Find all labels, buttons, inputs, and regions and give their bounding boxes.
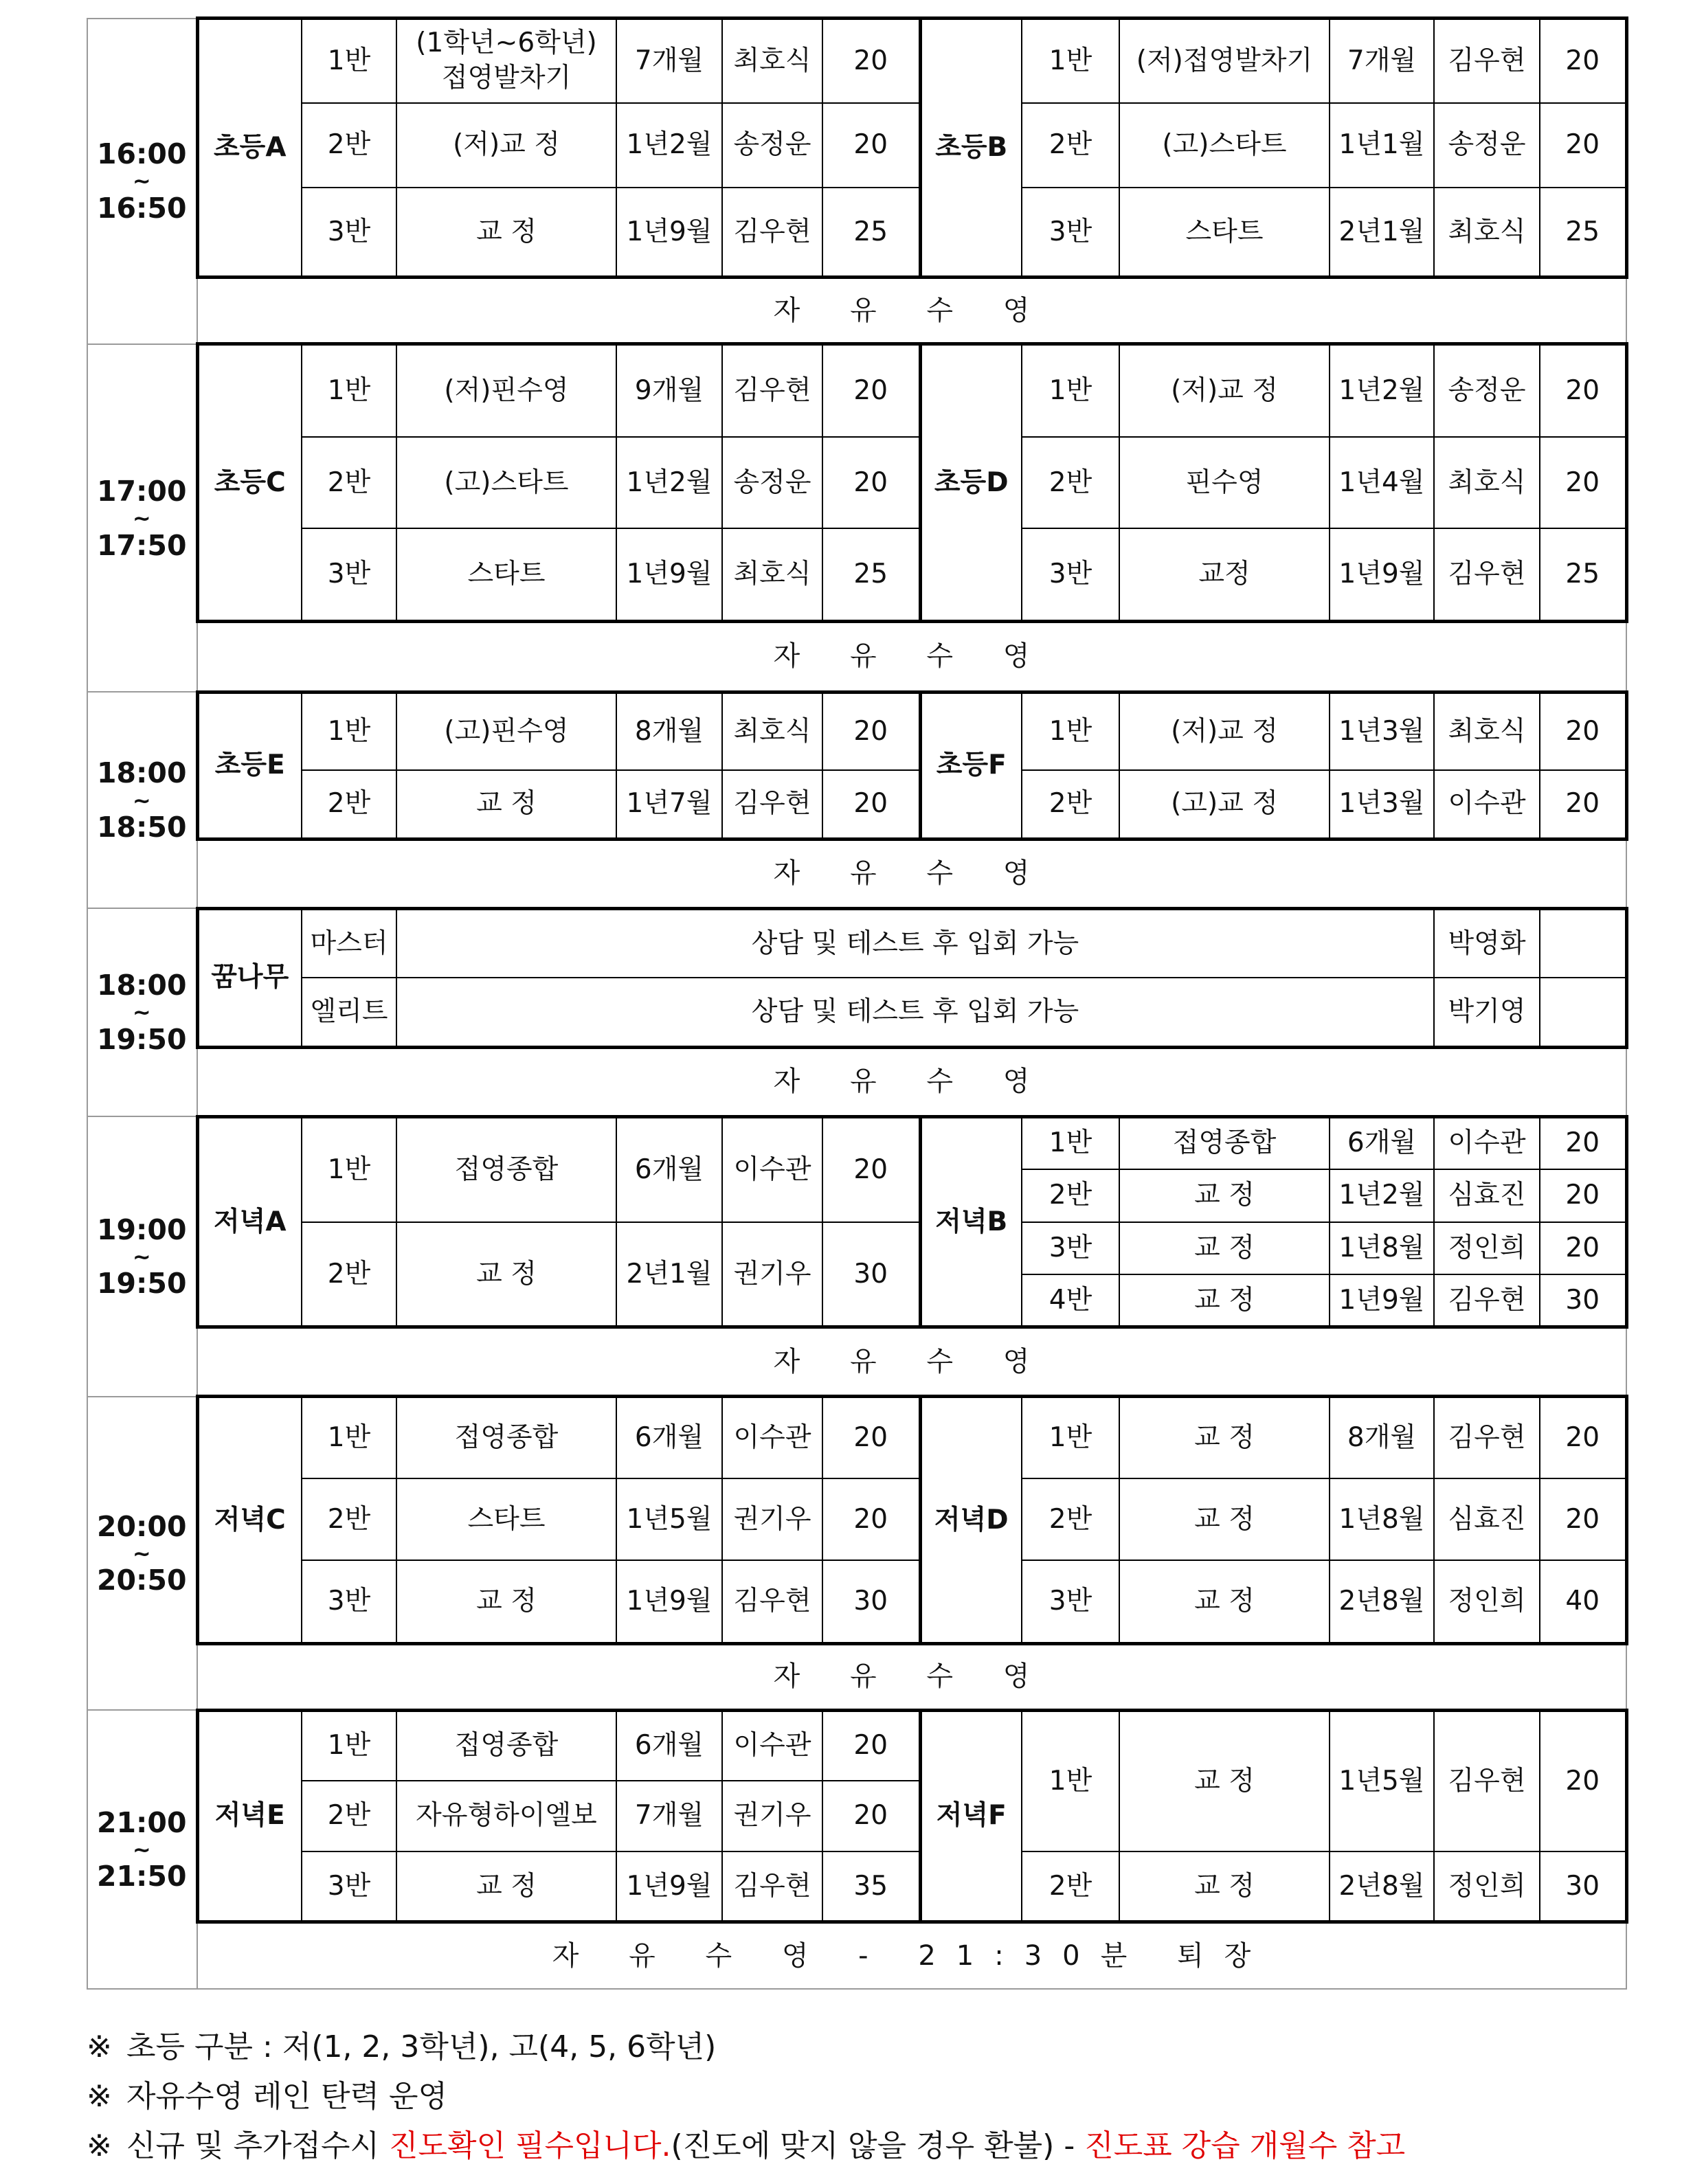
group-name: 저녁A — [197, 1116, 302, 1327]
note-line — [87, 2072, 1405, 2121]
teacher-cell: 최호식 — [722, 19, 822, 103]
class-number-cell: 3반 — [302, 188, 396, 278]
period-cell: 1년3월 — [1330, 770, 1434, 840]
class-number-cell: 2반 — [1022, 1851, 1119, 1922]
class-number-cell: 1반 — [302, 1397, 396, 1478]
capacity-cell: 35 — [822, 1851, 920, 1922]
period-cell: 9개월 — [616, 344, 722, 437]
class-number-cell: 2반 — [302, 770, 396, 840]
teacher-cell: 정인희 — [1434, 1222, 1540, 1275]
class-number-cell: 1반 — [1022, 19, 1119, 103]
period-cell: 1년2월 — [1330, 1169, 1434, 1222]
group-name: 저녁D — [920, 1397, 1022, 1643]
period-cell: 1년9월 — [616, 1560, 722, 1643]
class-number-cell: 3반 — [1022, 1560, 1119, 1643]
course-cell: 스타트 — [1119, 188, 1330, 278]
time-range-separator: ~ — [132, 168, 151, 194]
note-warning-text: 진도표 강습 개월수 참고 — [1084, 2128, 1406, 2163]
teacher-cell: 김우현 — [1434, 1274, 1540, 1327]
schedule-row — [87, 1397, 1626, 1478]
note-line — [87, 2023, 1405, 2072]
period-cell: 1년9월 — [616, 188, 722, 278]
teacher-cell: 김우현 — [722, 188, 822, 278]
time-slot-cell — [87, 1397, 197, 1710]
free-swim-row: 자 유 수 영 — [197, 278, 1626, 344]
class-number-cell: 1반 — [1022, 692, 1119, 769]
schedule-row — [87, 692, 1626, 769]
class-number-cell: 1반 — [1022, 1397, 1119, 1478]
capacity-cell: 20 — [1540, 692, 1626, 769]
schedule-row — [87, 1478, 1626, 1560]
teacher-cell: 심효진 — [1434, 1478, 1540, 1560]
time-start: 18:00 — [96, 969, 187, 1002]
teacher-cell: 이수관 — [1434, 1116, 1540, 1169]
teacher-cell: 이수관 — [1434, 770, 1540, 840]
course-cell: 교 정 — [396, 1222, 616, 1327]
class-number-cell: 2반 — [302, 1222, 396, 1327]
course-cell: 교 정 — [1119, 1169, 1330, 1222]
time-end: 19:50 — [96, 1023, 187, 1057]
capacity-cell: 20 — [822, 19, 920, 103]
class-number-cell: 1반 — [1022, 344, 1119, 437]
course-cell: (고)교 정 — [1119, 770, 1330, 840]
teacher-cell: 이수관 — [722, 1116, 822, 1222]
notes-section — [87, 2023, 1405, 2171]
capacity-cell: 20 — [1540, 1478, 1626, 1560]
period-cell: 2년1월 — [1330, 188, 1434, 278]
reference-mark: ※ — [87, 2079, 112, 2114]
period-cell: 1년3월 — [1330, 692, 1434, 769]
capacity-cell: 30 — [1540, 1851, 1626, 1922]
time-slot-cell — [87, 344, 197, 693]
period-cell: 1년5월 — [616, 1478, 722, 1560]
capacity-cell: 30 — [822, 1560, 920, 1643]
schedule-row — [87, 1710, 1626, 1781]
course-cell: (1학년~6학년) 접영발차기 — [396, 19, 616, 103]
class-number-cell: 3반 — [302, 1851, 396, 1922]
class-number-cell: 4반 — [1022, 1274, 1119, 1327]
time-start: 19:00 — [96, 1213, 187, 1246]
time-end: 20:50 — [96, 1564, 187, 1597]
class-number-cell: 2반 — [1022, 1169, 1119, 1222]
capacity-cell: 20 — [1540, 1222, 1626, 1275]
consult-note-cell: 상담 및 테스트 후 입회 가능 — [396, 908, 1434, 978]
class-number-cell: 2반 — [302, 1478, 396, 1560]
course-cell: 교 정 — [396, 1851, 616, 1922]
time-range-separator: ~ — [132, 1540, 151, 1566]
course-cell: (저)핀수영 — [396, 344, 616, 437]
period-cell: 1년2월 — [616, 437, 722, 528]
class-number-cell: 1반 — [302, 692, 396, 769]
class-number-cell: 2반 — [302, 437, 396, 528]
period-cell: 7개월 — [1330, 19, 1434, 103]
capacity-cell: 20 — [1540, 344, 1626, 437]
class-number-cell: 2반 — [302, 103, 396, 188]
reference-mark: ※ — [87, 2029, 112, 2064]
course-cell: 교 정 — [1119, 1560, 1330, 1643]
course-cell: (저)교 정 — [1119, 344, 1330, 437]
class-number-cell: 3반 — [1022, 188, 1119, 278]
time-slot-cell — [87, 1710, 197, 1989]
capacity-cell: 20 — [1540, 1116, 1626, 1169]
time-range-separator: ~ — [132, 1836, 151, 1862]
class-number-cell: 1반 — [302, 344, 396, 437]
course-cell: (저)교 정 — [396, 103, 616, 188]
schedule-row — [87, 1643, 1626, 1710]
capacity-cell: 20 — [1540, 1710, 1626, 1851]
capacity-cell: 20 — [1540, 1397, 1626, 1478]
group-name: 저녁C — [197, 1397, 302, 1643]
course-cell: 교 정 — [396, 770, 616, 840]
time-range-separator: ~ — [132, 787, 151, 813]
course-cell: (고)핀수영 — [396, 692, 616, 769]
course-cell: 교 정 — [1119, 1222, 1330, 1275]
period-cell: 6개월 — [616, 1116, 722, 1222]
course-cell: 핀수영 — [1119, 437, 1330, 528]
period-cell: 8개월 — [616, 692, 722, 769]
class-number-cell: 2반 — [1022, 437, 1119, 528]
teacher-cell: 정인희 — [1434, 1560, 1540, 1643]
period-cell: 1년4월 — [1330, 437, 1434, 528]
schedule-row — [87, 188, 1626, 278]
period-cell: 1년2월 — [616, 103, 722, 188]
teacher-cell: 최호식 — [722, 692, 822, 769]
capacity-cell: 30 — [822, 1222, 920, 1327]
note-text: 초등 구분 : 저(1, 2, 3학년), 고(4, 5, 6학년) — [126, 2029, 717, 2064]
period-cell: 2년8월 — [1330, 1851, 1434, 1922]
period-cell: 1년8월 — [1330, 1222, 1434, 1275]
teacher-cell: 김우현 — [1434, 19, 1540, 103]
class-number-cell: 3반 — [1022, 1222, 1119, 1275]
schedule-row — [87, 1560, 1626, 1643]
period-cell: 2년1월 — [616, 1222, 722, 1327]
free-swim-row: 자 유 수 영 - 21:30분 퇴장 — [197, 1922, 1626, 1989]
time-range-separator: ~ — [132, 504, 151, 531]
teacher-cell: 송정운 — [1434, 344, 1540, 437]
teacher-cell: 김우현 — [722, 770, 822, 840]
course-cell: 접영종합 — [396, 1710, 616, 1781]
capacity-cell — [1540, 978, 1626, 1047]
capacity-cell: 25 — [822, 188, 920, 278]
time-slot-cell — [87, 1116, 197, 1397]
course-cell: 교 정 — [1119, 1478, 1330, 1560]
group-name: 저녁E — [197, 1710, 302, 1922]
schedule-row — [87, 437, 1626, 528]
period-cell: 1년8월 — [1330, 1478, 1434, 1560]
schedule-row — [87, 278, 1626, 344]
course-cell: (저)교 정 — [1119, 692, 1330, 769]
schedule-row — [87, 1116, 1626, 1169]
class-number-cell: 2반 — [1022, 103, 1119, 188]
schedule-row — [87, 1047, 1626, 1116]
class-number-cell: 3반 — [1022, 528, 1119, 621]
teacher-cell: 최호식 — [722, 528, 822, 621]
capacity-cell: 20 — [1540, 19, 1626, 103]
class-number-cell: 2반 — [1022, 770, 1119, 840]
note-text: 신규 및 추가접수시 — [126, 2128, 389, 2163]
course-cell: 교 정 — [396, 1560, 616, 1643]
course-cell: 스타트 — [396, 1478, 616, 1560]
teacher-cell: 김우현 — [722, 344, 822, 437]
teacher-cell: 최호식 — [1434, 692, 1540, 769]
capacity-cell: 20 — [822, 1781, 920, 1851]
schedule-row — [87, 1327, 1626, 1397]
period-cell: 1년9월 — [1330, 528, 1434, 621]
group-name: 초등F — [920, 692, 1022, 839]
class-number-cell: 1반 — [302, 1710, 396, 1781]
teacher-cell: 김우현 — [1434, 1710, 1540, 1851]
course-cell: 자유형하이엘보 — [396, 1781, 616, 1851]
group-name: 초등A — [197, 19, 302, 278]
capacity-cell: 20 — [822, 103, 920, 188]
course-cell: 접영종합 — [396, 1397, 616, 1478]
teacher-cell: 심효진 — [1434, 1169, 1540, 1222]
class-number-cell: 1반 — [302, 19, 396, 103]
time-end: 19:50 — [96, 1267, 187, 1301]
group-name: 초등B — [920, 19, 1022, 278]
time-start: 18:00 — [96, 756, 187, 790]
teacher-cell: 송정운 — [722, 437, 822, 528]
schedule-row — [87, 528, 1626, 621]
time-start: 20:00 — [96, 1509, 187, 1543]
course-cell: 교 정 — [1119, 1274, 1330, 1327]
capacity-cell: 20 — [1540, 1169, 1626, 1222]
course-cell: 교정 — [1119, 528, 1330, 621]
period-cell: 1년9월 — [1330, 1274, 1434, 1327]
capacity-cell: 40 — [1540, 1560, 1626, 1643]
teacher-cell: 김우현 — [722, 1851, 822, 1922]
period-cell: 8개월 — [1330, 1397, 1434, 1478]
schedule-row — [87, 19, 1626, 103]
period-cell: 6개월 — [616, 1397, 722, 1478]
class-number-cell: 1반 — [1022, 1710, 1119, 1851]
free-swim-row: 자 유 수 영 — [197, 1327, 1626, 1397]
capacity-cell: 20 — [822, 692, 920, 769]
schedule-row — [87, 770, 1626, 840]
teacher-cell: 권기우 — [722, 1222, 822, 1327]
teacher-cell: 송정운 — [722, 103, 822, 188]
course-cell: 접영종합 — [1119, 1116, 1330, 1169]
capacity-cell: 25 — [1540, 528, 1626, 621]
course-cell: (고)스타트 — [396, 437, 616, 528]
period-cell: 1년9월 — [616, 1851, 722, 1922]
level-cell: 엘리트 — [302, 978, 396, 1047]
course-cell: (저)접영발차기 — [1119, 19, 1330, 103]
group-name: 저녁F — [920, 1710, 1022, 1922]
course-cell: 교 정 — [1119, 1710, 1330, 1851]
time-slot-cell — [87, 692, 197, 908]
capacity-cell: 20 — [822, 1710, 920, 1781]
time-range-separator: ~ — [132, 1243, 151, 1270]
note-line — [87, 2121, 1405, 2171]
class-number-cell: 2반 — [302, 1781, 396, 1851]
schedule-row — [87, 978, 1626, 1047]
time-end: 18:50 — [96, 811, 187, 844]
schedule-row — [87, 103, 1626, 188]
capacity-cell: 20 — [1540, 437, 1626, 528]
course-cell: 교 정 — [1119, 1851, 1330, 1922]
period-cell: 1년2월 — [1330, 344, 1434, 437]
capacity-cell: 20 — [1540, 770, 1626, 840]
capacity-cell: 30 — [1540, 1274, 1626, 1327]
capacity-cell: 20 — [822, 1397, 920, 1478]
free-swim-row: 자 유 수 영 — [197, 839, 1626, 908]
schedule-row — [87, 839, 1626, 908]
teacher-cell: 권기우 — [722, 1781, 822, 1851]
group-name: 초등E — [197, 692, 302, 839]
teacher-cell: 김우현 — [722, 1560, 822, 1643]
teacher-cell: 송정운 — [1434, 103, 1540, 188]
schedule-row — [87, 344, 1626, 437]
consult-note-cell: 상담 및 테스트 후 입회 가능 — [396, 978, 1434, 1047]
capacity-cell: 20 — [822, 344, 920, 437]
capacity-cell: 20 — [822, 437, 920, 528]
course-cell: 스타트 — [396, 528, 616, 621]
teacher-cell: 정인희 — [1434, 1851, 1540, 1922]
group-name: 초등D — [920, 344, 1022, 622]
teacher-cell: 김우현 — [1434, 1397, 1540, 1478]
group-name: 저녁B — [920, 1116, 1022, 1327]
course-cell: 교 정 — [396, 188, 616, 278]
teacher-cell: 권기우 — [722, 1478, 822, 1560]
reference-mark: ※ — [87, 2128, 112, 2163]
course-cell: (고)스타트 — [1119, 103, 1330, 188]
schedule-row — [87, 908, 1626, 978]
period-cell: 1년1월 — [1330, 103, 1434, 188]
class-schedule-table — [87, 16, 1628, 1990]
capacity-cell — [1540, 908, 1626, 978]
time-start: 21:00 — [96, 1805, 187, 1839]
time-end: 21:50 — [96, 1860, 187, 1893]
period-cell: 1년5월 — [1330, 1710, 1434, 1851]
free-swim-row: 자 유 수 영 — [197, 622, 1626, 693]
class-number-cell: 3반 — [302, 528, 396, 621]
capacity-cell: 20 — [822, 770, 920, 840]
group-name: 초등C — [197, 344, 302, 622]
free-swim-row: 자 유 수 영 — [197, 1047, 1626, 1116]
schedule-row — [87, 622, 1626, 693]
class-number-cell: 1반 — [1022, 1116, 1119, 1169]
capacity-cell: 20 — [1540, 103, 1626, 188]
capacity-cell: 25 — [1540, 188, 1626, 278]
schedule-row — [87, 1922, 1626, 1989]
teacher-cell: 박영화 — [1434, 908, 1540, 978]
capacity-cell: 20 — [822, 1478, 920, 1560]
course-cell: 접영종합 — [396, 1116, 616, 1222]
teacher-cell: 이수관 — [722, 1397, 822, 1478]
teacher-cell: 최호식 — [1434, 188, 1540, 278]
note-text: 자유수영 레인 탄력 운영 — [126, 2079, 447, 2114]
time-start: 16:00 — [96, 137, 187, 171]
period-cell: 2년8월 — [1330, 1560, 1434, 1643]
teacher-cell: 박기영 — [1434, 978, 1540, 1047]
time-start: 17:00 — [96, 474, 187, 508]
period-cell: 1년7월 — [616, 770, 722, 840]
group-name: 꿈나무 — [197, 908, 302, 1047]
schedule-row — [87, 1851, 1626, 1922]
class-number-cell: 2반 — [1022, 1478, 1119, 1560]
time-range-separator: ~ — [132, 999, 151, 1026]
note-warning-text: 진도확인 필수입니다. — [389, 2128, 671, 2163]
period-cell: 7개월 — [616, 1781, 722, 1851]
level-cell: 마스터 — [302, 908, 396, 978]
teacher-cell: 최호식 — [1434, 437, 1540, 528]
class-number-cell: 3반 — [302, 1560, 396, 1643]
schedule-row — [87, 1222, 1626, 1275]
class-number-cell: 1반 — [302, 1116, 396, 1222]
teacher-cell: 이수관 — [722, 1710, 822, 1781]
note-text: (진도에 맞지 않을 경우 환불) - — [671, 2128, 1085, 2163]
course-cell: 교 정 — [1119, 1397, 1330, 1478]
time-slot-cell — [87, 19, 197, 344]
period-cell: 6개월 — [1330, 1116, 1434, 1169]
period-cell: 7개월 — [616, 19, 722, 103]
capacity-cell: 20 — [822, 1116, 920, 1222]
time-end: 17:50 — [96, 528, 187, 562]
free-swim-row: 자 유 수 영 — [197, 1643, 1626, 1710]
period-cell: 6개월 — [616, 1710, 722, 1781]
time-slot-cell — [87, 908, 197, 1116]
teacher-cell: 김우현 — [1434, 528, 1540, 621]
capacity-cell: 25 — [822, 528, 920, 621]
period-cell: 1년9월 — [616, 528, 722, 621]
time-end: 16:50 — [96, 192, 187, 225]
